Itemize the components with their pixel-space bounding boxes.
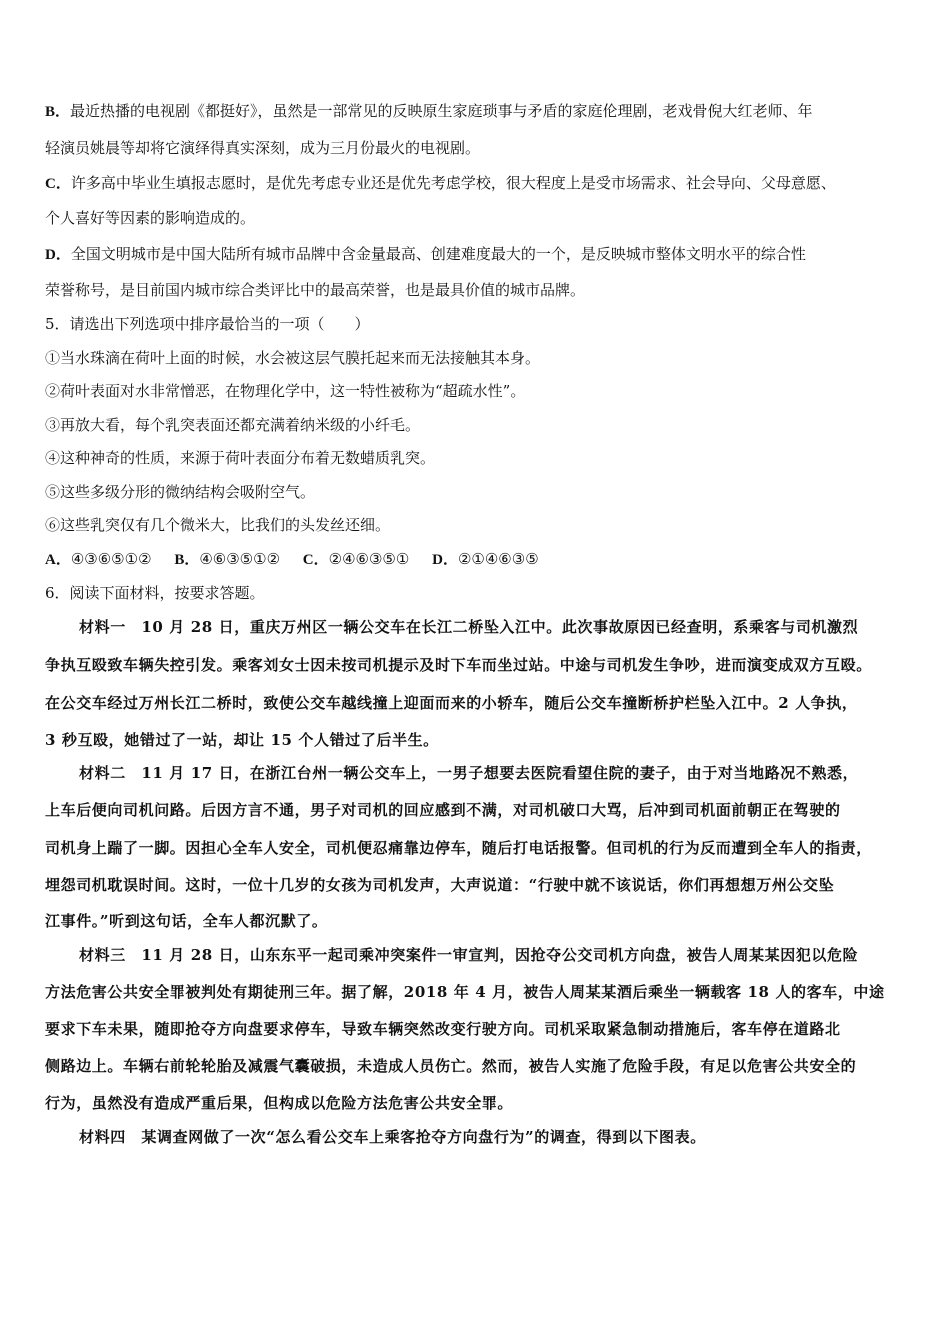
material1-line2: 争执互殴致车辆失控引发。乘客刘女士因未按司机提示及时下车而坐过站。中途与司机发生争吵，进而演变成双方互殴。: [45, 656, 872, 674]
q5-option-b-text: ④⑥③⑤①②: [199, 550, 281, 568]
q4-option-c-line1: [45, 169, 915, 197]
material1-line4: 3 秒互殴，她错过了一站，却让 15 个人错过了后半生。: [45, 731, 439, 749]
q5-stem: 5．请选出下列选项中排序最恰当的一项（ ）: [45, 315, 370, 333]
q4-option-d-label: D．: [45, 247, 71, 263]
q4-option-c-text: 许多高中毕业生填报志愿时，是优先考虑专业还是优先考虑学校，很大程度上是受市场需求、社会导向、父母意愿、: [70, 174, 836, 192]
q4-option-b-line2: 轻演员姚晨等却将它演绎得真实深刻，成为三月份最火的电视剧。: [45, 139, 481, 157]
q4-option-c-line2: 个人喜好等因素的影响造成的。: [45, 209, 256, 227]
q5-sentence-3: ③再放大看，每个乳突表面还都充满着纳米级的小纤毛。: [45, 416, 421, 434]
q5-sentence-2: ②荷叶表面对水非常憎恶，在物理化学中，这一特性被称为“超疏水性”。: [45, 382, 526, 400]
material2-line2: 上车后便向司机问路。后因方言不通，男子对司机的回应感到不满，对司机破口大骂，后冲到司机面前朝正在驾驶的: [45, 801, 841, 819]
material4-line1: 材料四 某调查网做了一次“怎么看公交车上乘客抢夺方向盘行为”的调查，得到以下图表。: [79, 1128, 706, 1146]
q5-option-c-label: C．: [302, 552, 329, 568]
q4-option-c-label: C．: [45, 176, 71, 192]
material3-line1: 材料三 11 月 28 日，山东东平一起司乘冲突案件一审宣判，因抢夺公交司机方向盘，被告人周某某因犯以危险: [79, 946, 859, 964]
q5-options: [45, 545, 915, 573]
material2-line1: 材料二 11 月 17 日，在浙江台州一辆公交车上，一男子想要去医院看望住院的妻子，由于对当地路况不熟悉，: [79, 764, 859, 782]
q5-sentence-4: ④这种神奇的性质，来源于荷叶表面分布着无数蜡质乳突。: [45, 449, 436, 467]
material2-line5: 江事件。”听到这句话，全车人都沉默了。: [45, 912, 328, 930]
material1-line1: 材料一 10 月 28 日，重庆万州区一辆公交车在长江二桥坠入江中。此次事故原因已经查明，系乘客与司机激烈: [79, 618, 859, 636]
material1-line3: 在公交车经过万州长江二桥时，致使公交车越线撞上迎面而来的小轿车，随后公交车撞断桥护栏坠入江中。2 人争执，: [45, 694, 858, 712]
q5-option-a: [45, 545, 152, 573]
q6-stem: 6．阅读下面材料，按要求答题。: [45, 584, 265, 602]
q4-option-d-line1: [45, 240, 915, 268]
q4-option-b-text: 最近热播的电视剧《都挺好》，虽然是一部常见的反映原生家庭琐事与矛盾的家庭伦理剧，老戏骨倪大红老师、年: [70, 102, 813, 120]
material3-line2: 方法危害公共安全罪被判处有期徒刑三年。据了解，2018 年 4 月，被告人周某某酒后乘坐一辆载客 18 人的客车，中途: [45, 983, 885, 1001]
q5-option-d: [432, 545, 539, 573]
q5-option-d-text: ②①④⑥③⑤: [457, 550, 539, 568]
q5-sentence-5: ⑤这些多级分形的微纳结构会吸附空气。: [45, 483, 316, 501]
q4-option-b-line1: [45, 97, 915, 125]
q5-sentence-6: ⑥这些乳突仅有几个微米大，比我们的头发丝还细。: [45, 516, 391, 534]
material3-line4: 侧路边上。车辆右前轮轮胎及减震气囊破损，未造成人员伤亡。然而，被告人实施了危险手段，有足以危害公共安全的: [45, 1057, 857, 1075]
q5-option-b-label: B．: [174, 552, 200, 568]
q4-option-d-text: 全国文明城市是中国大陆所有城市品牌中含金量最高、创建难度最大的一个，是反映城市整体文明水平的综合性: [70, 245, 806, 263]
material3-line5: 行为，虽然没有造成严重后果，但构成以危险方法危害公共安全罪。: [45, 1094, 514, 1112]
material2-line3: 司机身上踹了一脚。因担心全车人安全，司机便忍痛靠边停车，随后打电话报警。但司机的行为反而遭到全车人的指责，: [45, 839, 872, 857]
material2-line4: 埋怨司机耽误时间。这时，一位十几岁的女孩为司机发声，大声说道：“行驶中就不该说话，你们再想想万州公交坠: [45, 876, 835, 894]
q5-option-a-label: A．: [45, 552, 71, 568]
q5-option-b: [174, 545, 280, 573]
q5-option-c-text: ②④⑥③⑤①: [328, 550, 410, 568]
q5-option-a-text: ④③⑥⑤①②: [70, 550, 152, 568]
q4-option-b-label: B．: [45, 104, 71, 120]
q4-option-d-line2: 荣誉称号，是目前国内城市综合类评比中的最高荣誉，也是最具价值的城市品牌。: [45, 281, 586, 299]
q5-option-d-label: D．: [432, 552, 458, 568]
material3-line3: 要求下车未果，随即抢夺方向盘要求停车，导致车辆突然改变行驶方向。司机采取紧急制动措施后，客车停在道路北: [45, 1020, 841, 1038]
q5-option-c: [303, 545, 410, 573]
q5-sentence-1: ①当水珠滴在荷叶上面的时候，水会被这层气膜托起来而无法接触其本身。: [45, 349, 541, 367]
